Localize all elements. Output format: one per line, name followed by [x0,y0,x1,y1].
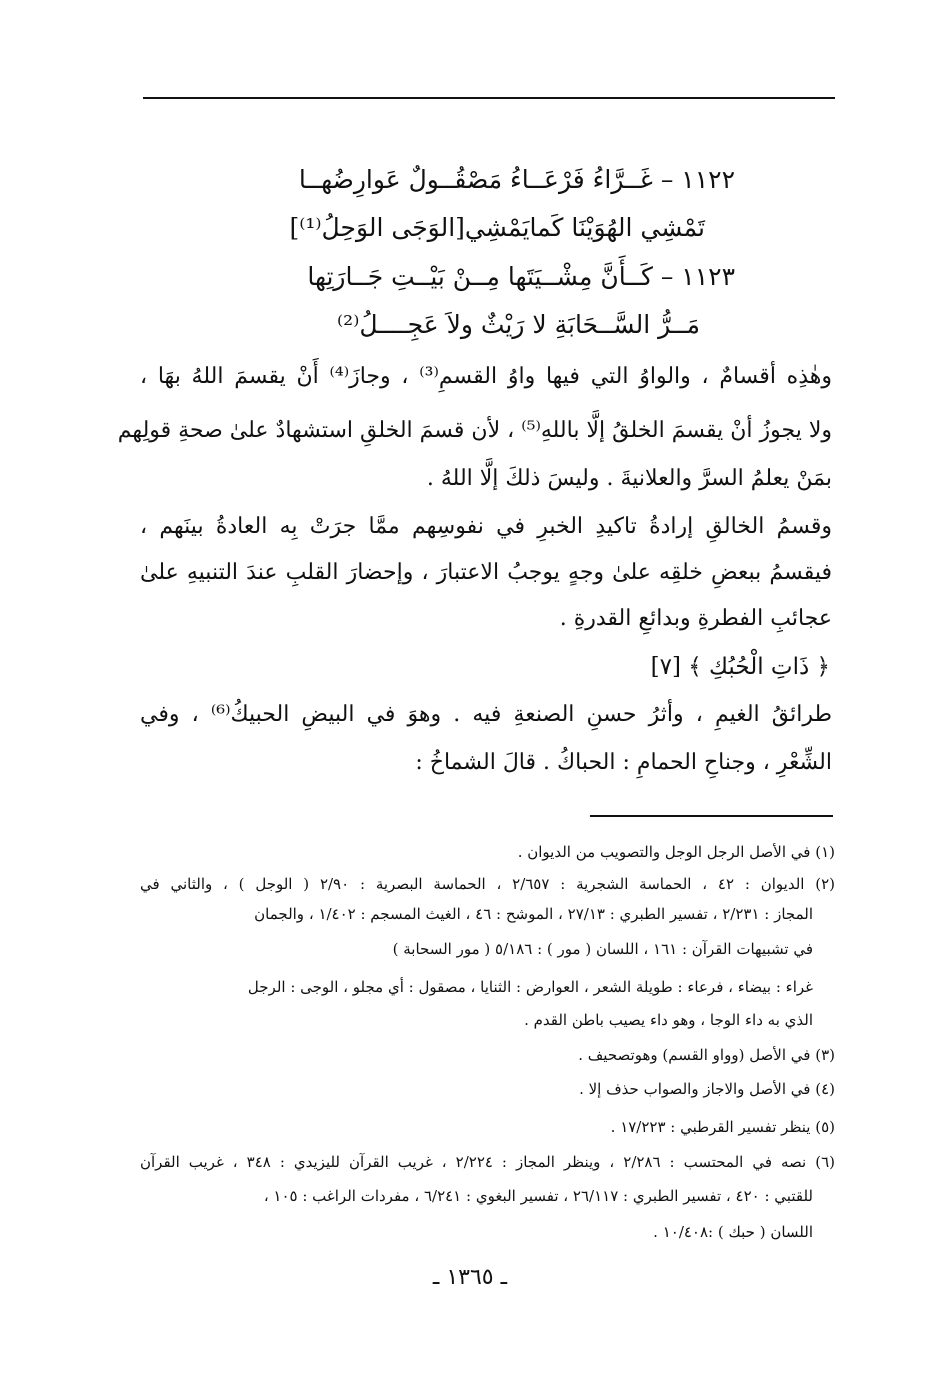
paragraph-line: طرائقُ الغيمِ ، وأثرُ حسنِ الصنعةِ فيه . وهوَ في البيضِ الحبيكُ⁽⁶⁾ ، وفي [140,702,832,727]
header-rule [143,97,835,99]
footnote-line: غراء : بيضاء ، فرعاء : طويلة الشعر ، العوارض : الثنايا ، مصقول : أي مجلو ، الوجى : الرجل [247,978,813,996]
footnote-separator [590,815,833,817]
footnote-line: المجاز : ٢/٢٣١ ، تفسير الطبري : ٢٧/١٣ ، الموشح : ٤٦ ، الغيث المسجم : ١/٤٠٢ ، والجمان [254,905,813,923]
footnote-line: للقتبي : ٤٢٠ ، تفسير الطبري : ٢٦/١١٧ ، تفسير البغوي : ٦/٢٤١ ، مفردات الراغب : ١٠٥ ، [263,1187,813,1205]
footnote-line: (٥) ينظر تفسير القرطبي : ١٧/٢٢٣ . [610,1118,835,1136]
footnote-line: (١) في الأصل الرجل الوجل والتصويب من الديوان . [517,843,835,861]
footnote-line: (٣) في الأصل (وواو القسم) وهوتصحيف . [578,1046,835,1064]
footnote-line: (٤) في الأصل والاجاز والصواب حذف إلا . [579,1080,835,1098]
paragraph-line: ولا يجوزُ أنْ يقسمَ الخلقُ إلَّا باللهِ⁽⁵⁾ ، لأن قسمَ الخلقِ استشهادٌ علىٰ صحةِ قولِهم [117,418,832,443]
paragraph-line: عجائبِ الفطرةِ وبدائعِ القدرةِ . [559,606,832,631]
paragraph-line: وقسمُ الخالقِ إرادةُ تاكيدِ الخبرِ في نفوسِهم ممَّا جرَتْ بِه العادةُ بينَهم ، [140,514,832,539]
page-number: ـ ١٣٦٥ ـ [432,1265,508,1290]
verse-1123-first-hemistich: ١١٢٣ – كَــأَنَّ مِشْــيَتَها مِــنْ بَيْــتِ جَــارَتِها [307,262,735,291]
verse-1123-second-hemistich: مَــرُّ السَّــحَابَةِ لا رَيْثٌ ولاَ عَجِــــلُ⁽²⁾ [337,310,700,339]
footnote-line: (٦) نصه في المحتسب : ٢/٢٨٦ ، وينظر المجاز : ٢/٢٢٤ ، غريب القرآن لليزيدي : ٣٤٨ ، غريب القرآن [140,1153,835,1171]
footnote-line: في تشبيهات القرآن : ١٦١ ، اللسان ( مور ) : ٥/١٨٦ ( مور السحابة ) [392,940,813,958]
paragraph-line: فيقسمُ ببعضِ خلقِه علىٰ وجهٍ يوجبُ الاعتبارَ ، وإحضارَ القلبِ عندَ التنبيهِ علىٰ [140,560,832,585]
footnote-line: اللسان ( حبك ) :١٠/٤٠٨ . [653,1223,813,1241]
footnote-line: الذي به داء الوجا ، وهو داء يصيب باطن القدم . [524,1011,813,1029]
quran-verse-heading: ﴿ ذَاتِ الْحُبُكِ ﴾ [٧] [650,654,830,680]
footnote-line: (٢) الديوان : ٤٢ ، الحماسة الشجرية : ٢/٦٥٧ ، الحماسة البصرية : ٢/٩٠ ( الوجل ) ، والثاني في [140,875,836,893]
verse-1122-first-hemistich: ١١٢٢ – غَــرَّاءُ فَرْعَــاءُ مَصْقُــولٌ عَوارِضُهــا [298,165,735,194]
paragraph-line: بمَنْ يعلمُ السرَّ والعلانيةَ . وليسَ ذلكَ إلَّا اللهُ . [426,466,832,491]
paragraph-line: الشِّعْرِ ، وجناحِ الحمامِ : الحباكُ . قالَ الشماخُ : [415,750,832,775]
paragraph-line: وهٰذِه أقسامٌ ، والواوُ التي فيها واوُ القسمِ⁽³⁾ ، وجازَ⁽⁴⁾ أَنْ يقسمَ اللهُ بهَا ، [140,364,832,389]
verse-1122-second-hemistich: تَمْشِي الهُوَيْنَا كَمايَمْشِي[الوَجَى الوَحِلُ⁽¹⁾] [289,213,705,242]
